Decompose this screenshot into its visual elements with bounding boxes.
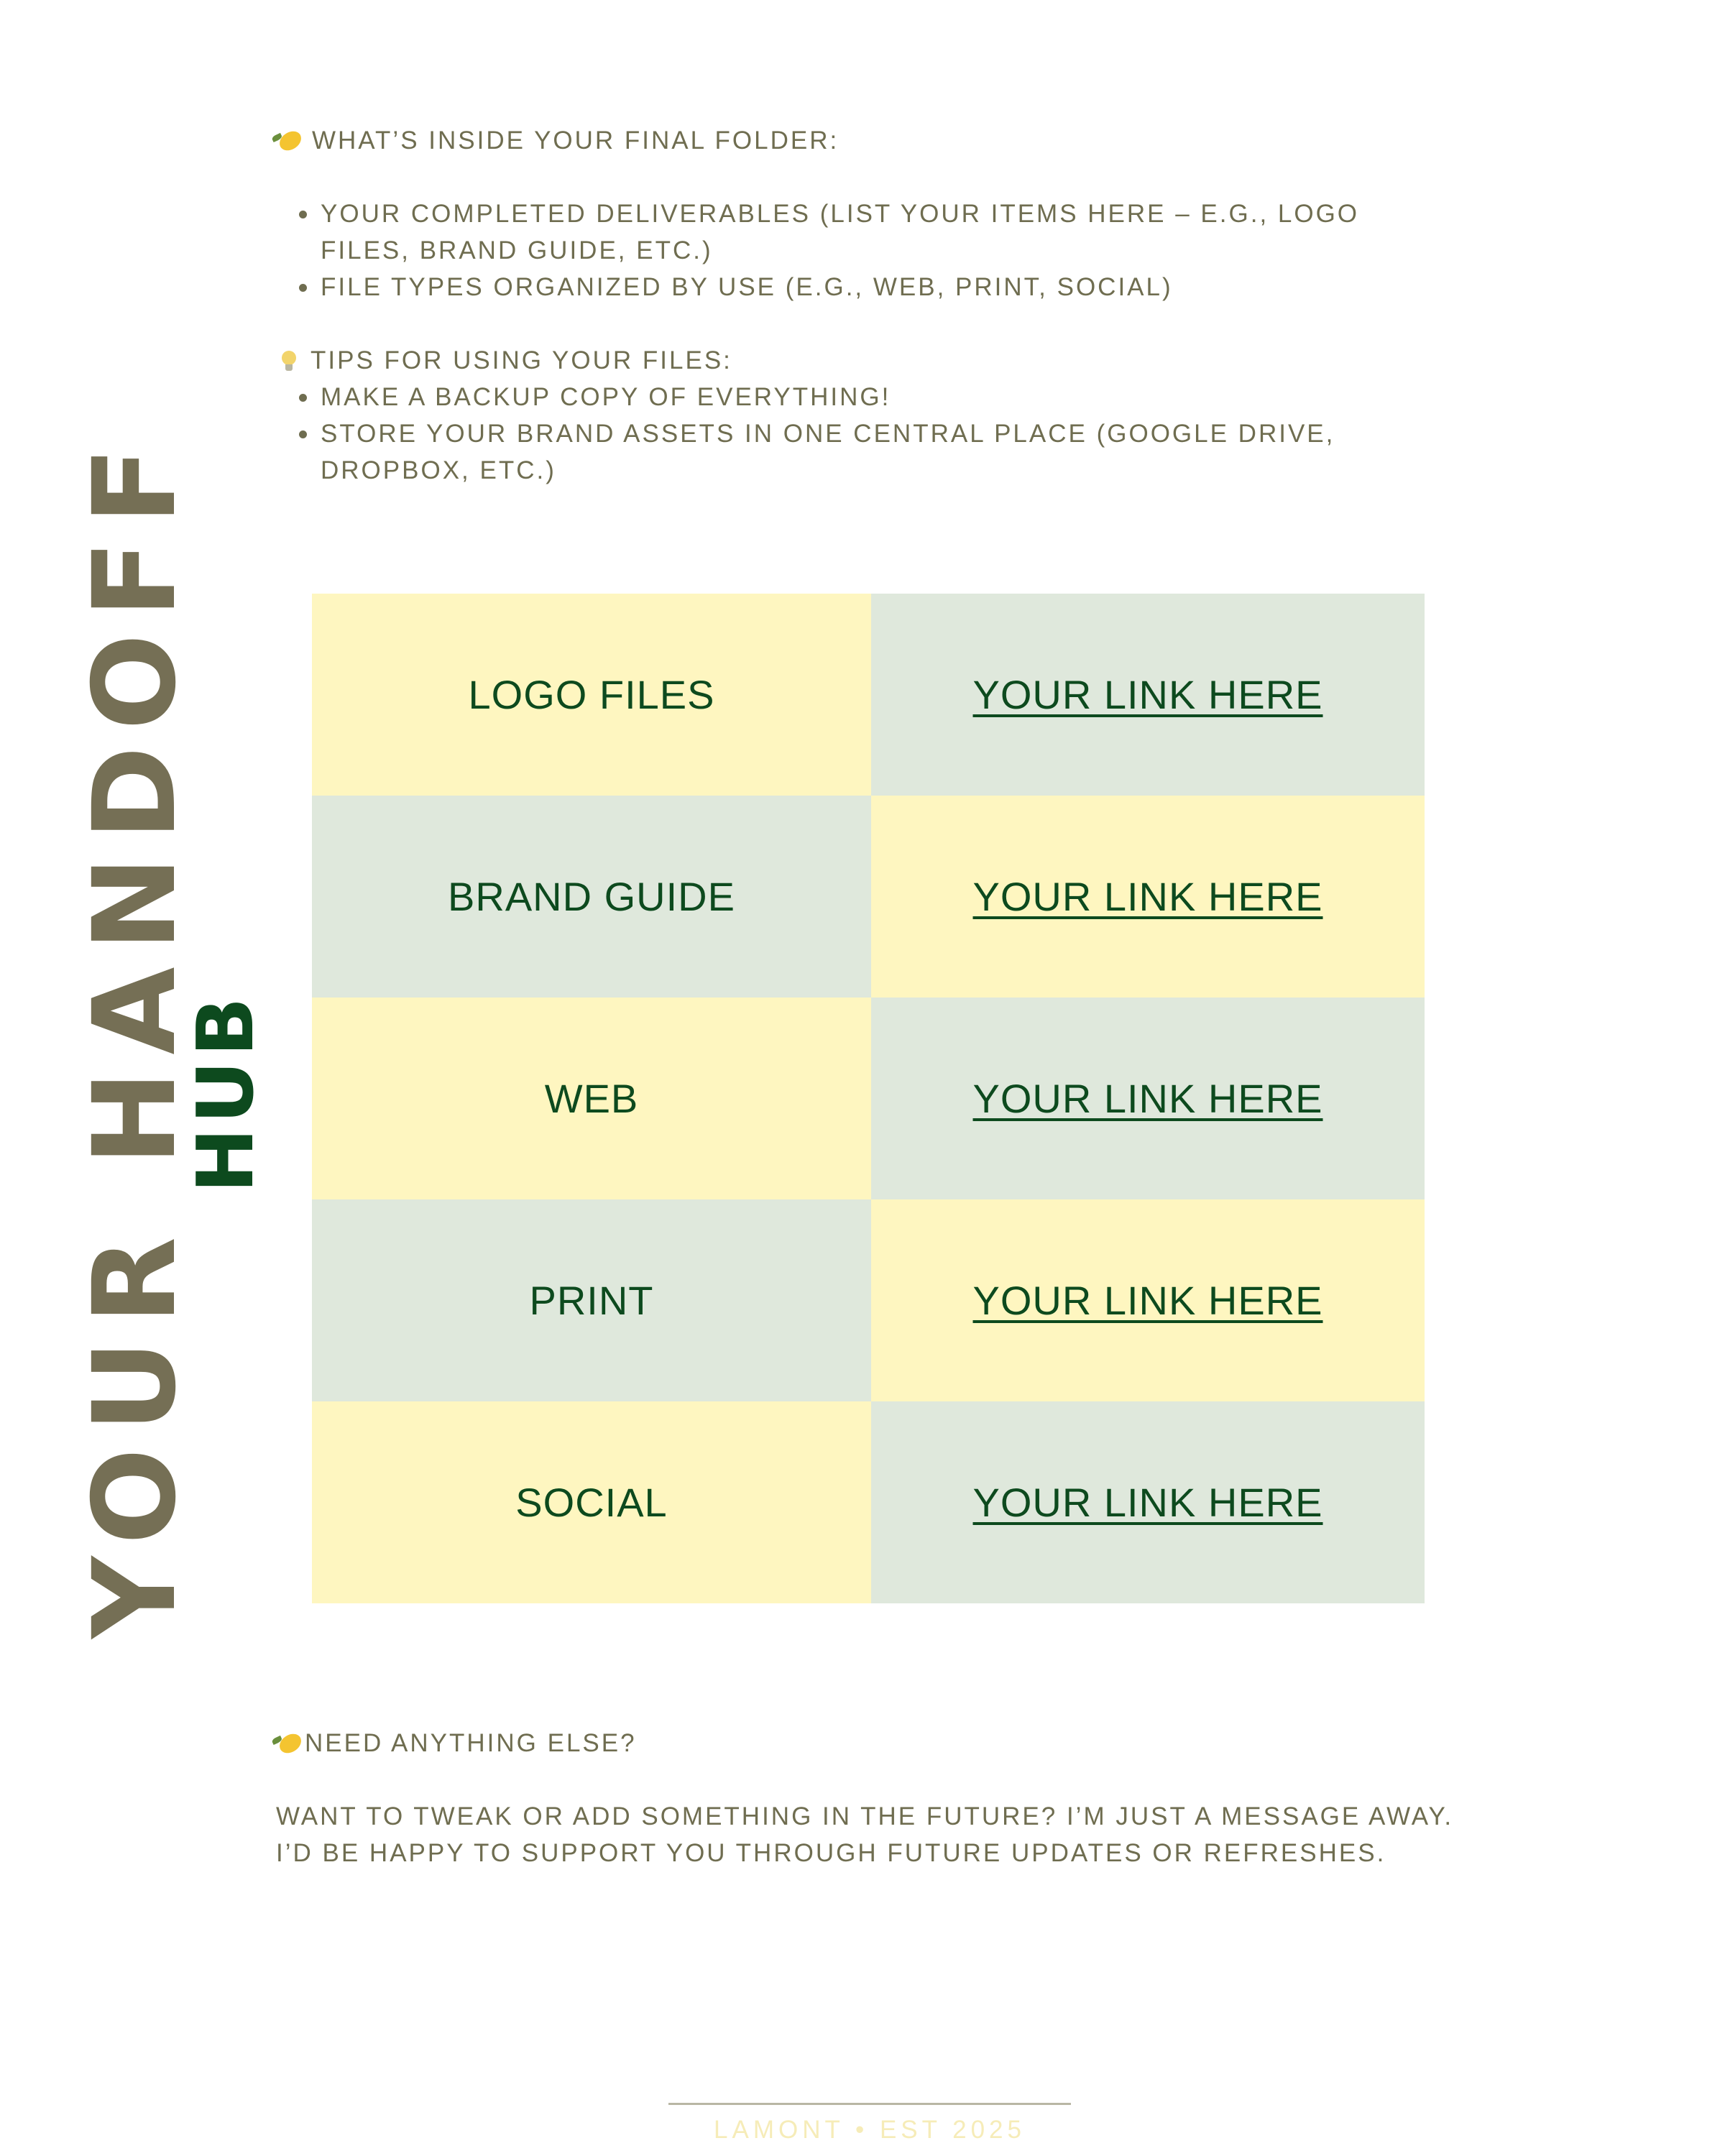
contents-heading xyxy=(276,122,1498,159)
row-label-print: PRINT xyxy=(312,1199,871,1401)
link-web[interactable] xyxy=(871,998,1425,1199)
footer-brand: LAMONT • EST 2025 xyxy=(714,2116,1026,2144)
lemon-icon xyxy=(276,128,304,153)
closing-line: WANT TO TWEAK OR ADD SOMETHING IN THE FUTURE? I’M JUST A MESSAGE AWAY. xyxy=(276,1802,1454,1830)
list-item: STORE YOUR BRAND ASSETS IN ONE CENTRAL PLACE (GOOGLE DRIVE, DROPBOX, ETC.) xyxy=(276,415,1341,489)
contents-list xyxy=(276,195,1498,305)
link-text[interactable]: YOUR LINK HERE xyxy=(972,874,1323,919)
page-title: YOUR HANDOFF xyxy=(69,430,201,1639)
link-print[interactable] xyxy=(871,1199,1425,1401)
tips-heading-text: TIPS FOR USING YOUR FILES: xyxy=(310,346,732,374)
closing-line: I’D BE HAPPY TO SUPPORT YOU THROUGH FUTURE UPDATES OR REFRESHES. xyxy=(276,1839,1386,1867)
row-label-brand-guide: BRAND GUIDE xyxy=(312,796,871,998)
closing-heading-text: NEED ANYTHING ELSE? xyxy=(305,1729,637,1757)
row-label-web: WEB xyxy=(312,998,871,1199)
row-label-logo-files: LOGO FILES xyxy=(312,594,871,796)
link-text[interactable]: YOUR LINK HERE xyxy=(972,1480,1323,1525)
tips-section xyxy=(276,342,1498,489)
link-text[interactable]: YOUR LINK HERE xyxy=(972,1278,1323,1323)
lemon-icon xyxy=(276,1731,304,1756)
page-subtitle: HUB xyxy=(181,992,271,1193)
row-label-social: SOCIAL xyxy=(312,1401,871,1603)
contents-section xyxy=(276,122,1498,305)
link-brand-guide[interactable] xyxy=(871,796,1425,998)
tips-list xyxy=(276,379,1498,489)
link-text[interactable]: YOUR LINK HERE xyxy=(972,1076,1323,1121)
contents-heading-text: WHAT’S INSIDE YOUR FINAL FOLDER: xyxy=(312,126,840,155)
footer-divider xyxy=(668,2103,1071,2105)
tips-heading xyxy=(276,342,1498,379)
link-social[interactable] xyxy=(871,1401,1425,1603)
link-logo-files[interactable] xyxy=(871,594,1425,796)
link-text[interactable]: YOUR LINK HERE xyxy=(972,672,1323,717)
list-item: YOUR COMPLETED DELIVERABLES (LIST YOUR ITEMS HERE – E.G., LOGO FILES, BRAND GUIDE, ETC.) xyxy=(276,195,1442,269)
list-item: MAKE A BACKUP COPY OF EVERYTHING! xyxy=(276,379,1499,415)
closing-heading xyxy=(276,1725,1498,1761)
lightbulb-icon xyxy=(282,351,296,365)
handoff-link-table xyxy=(312,594,1425,1603)
closing-section xyxy=(276,1725,1498,1871)
list-item: FILE TYPES ORGANIZED BY USE (E.G., WEB, PRINT, SOCIAL) xyxy=(276,269,1499,305)
